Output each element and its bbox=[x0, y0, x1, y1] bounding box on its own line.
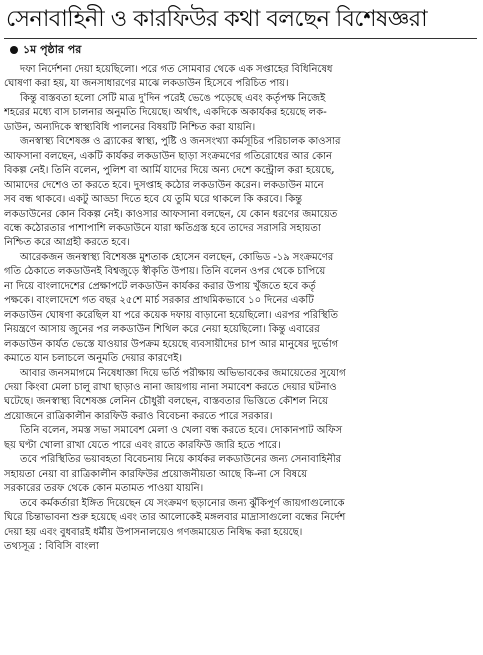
article-line: কিন্তু বাস্তবতা হলো সেটি মাত্র দু'দিন পরেই ভেঙে পড়েছে এবং কর্তৃপক্ষ নিজেই bbox=[20, 92, 326, 104]
article-line: ঘটেছে। জনস্বাস্থ্য বিশেষজ্ঞ লেনিন চৌধুরী বলছেন, বাস্তবতার ভিত্তিতে কৌশল নিয়ে bbox=[4, 396, 328, 408]
article-line: জনস্বাস্থ্য বিশেষজ্ঞ ও ব্র্যাকের স্বাস্থ্য, পুষ্টি ও জনসংখ্যা কর্মসূচির পরিচালক কাওসার bbox=[20, 136, 341, 148]
article-paragraph bbox=[4, 453, 477, 496]
article-line: না দিয়ে বাংলাদেশের প্রেক্ষাপটে লকডাউন কার্যকর করার উপায় খুঁজতে হবে কর্তৃ bbox=[4, 280, 316, 292]
article-line: লকডাউনের কোন বিকল্প নেই। কাওসার আফসানা বলছেন, যে কোন ধরণের জমায়েত bbox=[4, 208, 338, 220]
article-line: তবে পরিস্থিতির ভয়াবহতা বিবেচনায় নিয়ে কার্যকর লকডাউনের জন্য সেনাবাহিনীর bbox=[20, 454, 342, 466]
article-line: নিয়ন্ত্রণে আসায় জুনের পর লকডাউন শিথিল করে নেয়া হয়েছিলো। কিন্তু এবারের bbox=[4, 324, 320, 336]
article-line: কমাতে যান চলাচলে অনুমতি দেয়ার কারণেই। bbox=[4, 353, 182, 365]
article-line: আফসানা বলছেন, একটি কার্যকর লকডাউন ছাড়া সংক্রমণের গতিরোধের আর কোন bbox=[4, 150, 332, 162]
article-line: ঘোষণা করা হয়, যা জনসাধারণের মাঝে লকডাউন হিসেবে পরিচিত পায়। bbox=[4, 78, 289, 90]
article-body bbox=[4, 63, 477, 540]
article-line: ঘিরে চিন্তাভাবনা শুরু হয়েছে এবং তার আলোকেই মঙ্গলবার মাদ্রাসাগুলো বন্ধের নির্দেশ bbox=[4, 512, 346, 524]
article-paragraph bbox=[4, 497, 477, 540]
article-line: দেয়া হয় এবং বুধবারই ধর্মীয় উপাসনালয়েও গণজমায়েত নিষিদ্ধ করা হয়েছে। bbox=[4, 526, 303, 538]
article-paragraph bbox=[4, 367, 477, 425]
source-credit: তথ্যসূত্র : বিবিসি বাংলা bbox=[4, 540, 99, 552]
article-line: তবে কর্মকর্তারা ইঙ্গিত দিয়েছেন যে সংক্রমণ ছড়ানোর জন্য ঝুঁকিপূর্ণ জায়গাগুলোকে bbox=[20, 497, 345, 509]
article-headline: সেনাবাহিনী ও কারফিউর কথা বলছেন বিশেষজ্ঞরা bbox=[6, 6, 428, 32]
article-line: আবার জনসমাগমে নিষেধাজ্ঞা দিয়ে ভর্তি পরীক্ষায় অভিভাবকের জমায়েতের সুযোগ bbox=[20, 367, 346, 379]
article-paragraph bbox=[4, 63, 477, 92]
article-paragraph bbox=[4, 135, 477, 251]
headline-divider bbox=[4, 38, 477, 39]
article-paragraph bbox=[4, 92, 477, 135]
article-line: নিশ্চিত করে আগ্রহী করতে হবে। bbox=[4, 237, 130, 249]
article-line: প্রয়োজনে রাত্রিকালীন কারফিউ করাও বিবেচনা করতে পারে সরকার। bbox=[4, 410, 273, 422]
article-line: আরেকজন জনস্বাস্থ্য বিশেষজ্ঞ মুশতাক হোসেন বলছেন, কোভিড -১৯ সংক্রমণের bbox=[20, 251, 334, 263]
article-line: লকডাউন কার্যত ভেস্তে যাওয়ার উপক্রম হয়েছে ব্যবসায়ীদের চাপ আর মানুষের দুর্ভোগ bbox=[4, 338, 339, 350]
article-line: সহায়তা নেয়া বা রাত্রিকালীন কারফিউর প্রয়োজনীয়তা আছে কি-না সে বিষয়ে bbox=[4, 468, 308, 480]
article-line: দেয়া কিংবা মেলা চালু রাখা ছাড়াও নানা জায়গায় নানা সমাবেশ করতে দেয়ার ঘটনাও bbox=[4, 381, 337, 393]
article-line: তিনি বলেন, সমস্ত সভা সমাবেশ মেলা ও খেলা বন্ধ করতে হবে। দোকানপাট অফিস bbox=[20, 425, 343, 437]
article-line: ডাউন, অন্যদিকে স্বাস্থ্যবিধি পালনের বিষয়টি নিশ্চিত করা যায়নি। bbox=[4, 121, 256, 133]
article-line: আমাদের দেশেও তা করতে হবে। দুসপ্তাহ কঠোর লকডাউন করেন। লকডাউন মানে bbox=[4, 179, 324, 191]
article-line: শহরের মধ্যে বাস চালনার অনুমতি দিয়েছে। অর্থাৎ, একদিকে অকার্যকর হয়েছে লক- bbox=[4, 107, 327, 119]
article-line: লকডাউন ঘোষণা করেছিল যা পরে কয়েক দফায় বাড়ানো হয়েছিলো। এরপর পরিস্থিতি bbox=[4, 309, 338, 321]
article-line: দফা নির্দেশনা দেয়া হয়েছিলো। পরে গত সোমবার থেকে এক সপ্তাহের বিধিনিষেধ bbox=[20, 64, 333, 75]
article-line: সরকারের তরফ থেকে কোন মতামত পাওয়া যায়নি। bbox=[4, 483, 204, 495]
continuation-marker bbox=[10, 42, 477, 58]
continuation-label: ১ম পৃষ্ঠার পর bbox=[23, 43, 82, 56]
bullet-icon bbox=[10, 46, 18, 54]
article-paragraph bbox=[4, 251, 477, 367]
article-paragraph bbox=[4, 424, 477, 453]
article-line: বন্ধে কঠোরতার পাশাপাশি লকডাউনে যারা ক্ষতিগ্রস্ত হবে তাদের সরাসরি সহায়তা bbox=[4, 222, 321, 234]
article-line: পক্ষকে। বাংলাদেশে গত বছর ২৫শে মার্চ সরকার প্রাথমিকভাবে ১০ দিনের একটি bbox=[4, 295, 314, 307]
article-line: সব বন্ধ থাকবে। একটু আড্ডা দিতে হবে যে তুমি ঘরে থাকলে কি করবে। কিন্তু bbox=[4, 194, 303, 206]
article-line: ছয় ঘণ্টা খোলা রাখা যেতে পারে এবং রাতে কারফিউ জারি হতে পারে। bbox=[4, 439, 281, 451]
article-line: গতি ঠেকাতে লকডাউনই বিশ্বজুড়ে স্বীকৃতি উপায়। তিনি বলেন ওপর থেকে চাপিয়ে bbox=[4, 266, 326, 278]
article-line: বিকল্প নেই। তিনি বলেন, পুলিশ বা আর্মি যাদের দিয়ে অন্য দেশে কন্ট্রোল করা হয়েছে, bbox=[4, 165, 335, 177]
